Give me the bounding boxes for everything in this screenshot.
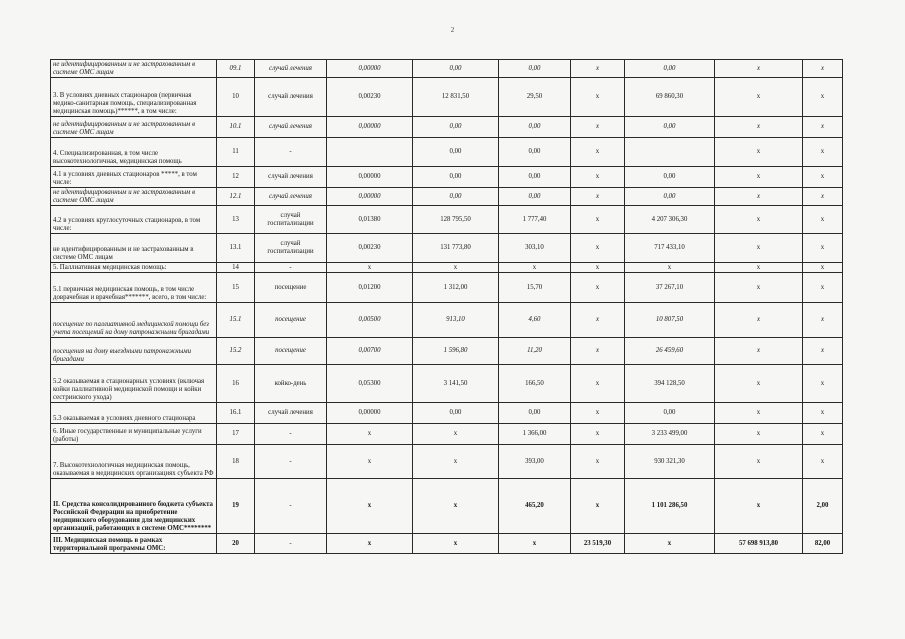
row-number-cell: 15.2: [217, 338, 255, 365]
per-capita-budget-cell: 0,00: [499, 60, 571, 78]
per-capita-oms-cell: x: [571, 424, 625, 445]
total-budget-cell: [625, 138, 715, 167]
total-budget-cell: 69 860,30: [625, 78, 715, 117]
row-name-cell: посещение по паллиативной медицинской помощи без учета посещений на дому патронажными бригадами: [51, 303, 217, 338]
row-name-cell: 5. Паллиативная медицинская помощь:: [51, 263, 217, 273]
row-number-cell: 10: [217, 78, 255, 117]
per-capita-oms-cell: x: [571, 263, 625, 273]
table-row: [51, 424, 843, 445]
percent-cell: x: [803, 138, 843, 167]
volume-per-person-cell: x: [327, 424, 413, 445]
per-capita-budget-cell: 0,00: [499, 188, 571, 206]
cost-per-unit-cell: 3 141,50: [413, 365, 499, 403]
total-oms-cell: x: [715, 117, 803, 138]
volume-per-person-cell: 0,01200: [327, 273, 413, 303]
row-name-cell: не идентифицированным и не застрахованным в системе ОМС лицам: [51, 117, 217, 138]
row-name-cell: 5.3 оказываемая в условиях дневного стационара: [51, 403, 217, 424]
per-capita-budget-cell: 1 366,00: [499, 424, 571, 445]
row-name-cell: 4. Специализированная, в том числе высокотехнологичная, медицинская помощь: [51, 138, 217, 167]
unit-cell: -: [255, 534, 327, 554]
unit-cell: -: [255, 479, 327, 534]
percent-cell: x: [803, 445, 843, 479]
row-name-cell: 4.1 в условиях дневных стационаров *****, в том числе:: [51, 167, 217, 188]
per-capita-budget-cell: x: [499, 263, 571, 273]
per-capita-budget-cell: 29,50: [499, 78, 571, 117]
per-capita-budget-cell: 166,50: [499, 365, 571, 403]
per-capita-oms-cell: x: [571, 138, 625, 167]
per-capita-oms-cell: x: [571, 234, 625, 263]
per-capita-budget-cell: 0,00: [499, 138, 571, 167]
cost-per-unit-cell: x: [413, 263, 499, 273]
table-row: [51, 167, 843, 188]
per-capita-budget-cell: 0,00: [499, 117, 571, 138]
unit-cell: -: [255, 445, 327, 479]
unit-cell: -: [255, 424, 327, 445]
per-capita-oms-cell: x: [571, 188, 625, 206]
row-name-cell: 7. Высокотехнологичная медицинская помощь, оказываемая в медицинских организациях субъекта РФ: [51, 445, 217, 479]
per-capita-budget-cell: 465,20: [499, 479, 571, 534]
total-budget-cell: x: [625, 534, 715, 554]
cost-per-unit-cell: x: [413, 424, 499, 445]
row-number-cell: 16: [217, 365, 255, 403]
per-capita-oms-cell: x: [571, 303, 625, 338]
row-number-cell: 11: [217, 138, 255, 167]
total-oms-cell: x: [715, 445, 803, 479]
per-capita-budget-cell: 0,00: [499, 403, 571, 424]
per-capita-oms-cell: x: [571, 273, 625, 303]
per-capita-oms-cell: x: [571, 445, 625, 479]
total-oms-cell: x: [715, 403, 803, 424]
volume-per-person-cell: 0,00000: [327, 188, 413, 206]
table-row: [51, 479, 843, 534]
unit-cell: случай лечения: [255, 188, 327, 206]
row-name-cell: II. Средства консолидированного бюджета субъекта Российской Федерации на приобретение медицинского оборудования для медицинских организаций, работающих в системе ОМС********: [51, 479, 217, 534]
percent-cell: x: [803, 60, 843, 78]
unit-cell: случай лечения: [255, 403, 327, 424]
table-row: [51, 534, 843, 554]
total-oms-cell: x: [715, 303, 803, 338]
per-capita-oms-cell: 23 519,30: [571, 534, 625, 554]
total-budget-cell: 394 128,50: [625, 365, 715, 403]
total-oms-cell: x: [715, 338, 803, 365]
volume-per-person-cell: x: [327, 263, 413, 273]
table-row: [51, 273, 843, 303]
volume-per-person-cell: 0,00000: [327, 60, 413, 78]
total-budget-cell: 10 807,50: [625, 303, 715, 338]
per-capita-budget-cell: 11,20: [499, 338, 571, 365]
per-capita-oms-cell: x: [571, 365, 625, 403]
table-row: [51, 206, 843, 234]
total-oms-cell: x: [715, 206, 803, 234]
per-capita-oms-cell: x: [571, 206, 625, 234]
per-capita-oms-cell: x: [571, 338, 625, 365]
total-budget-cell: 1 101 286,50: [625, 479, 715, 534]
volume-per-person-cell: 0,00500: [327, 303, 413, 338]
total-budget-cell: 930 321,30: [625, 445, 715, 479]
per-capita-budget-cell: 4,60: [499, 303, 571, 338]
per-capita-budget-cell: x: [499, 534, 571, 554]
table-row: [51, 117, 843, 138]
cost-per-unit-cell: 0,00: [413, 167, 499, 188]
row-name-cell: 4.2 в условиях круглосуточных стационаров, в том числе:: [51, 206, 217, 234]
per-capita-budget-cell: 393,00: [499, 445, 571, 479]
total-budget-cell: 0,00: [625, 167, 715, 188]
cost-per-unit-cell: 1 596,80: [413, 338, 499, 365]
volume-per-person-cell: 0,00700: [327, 338, 413, 365]
total-budget-cell: 0,00: [625, 403, 715, 424]
financing-table: [50, 59, 843, 554]
row-number-cell: 17: [217, 424, 255, 445]
table-row: [51, 234, 843, 263]
total-oms-cell: 57 698 913,80: [715, 534, 803, 554]
total-budget-cell: 26 459,60: [625, 338, 715, 365]
unit-cell: посещение: [255, 338, 327, 365]
percent-cell: x: [803, 167, 843, 188]
percent-cell: x: [803, 117, 843, 138]
total-oms-cell: x: [715, 479, 803, 534]
volume-per-person-cell: x: [327, 479, 413, 534]
row-name-cell: 3. В условиях дневных стационаров (первичная медико-санитарная помощь, специализированная медицинская помощь)******, в том числе:: [51, 78, 217, 117]
per-capita-oms-cell: x: [571, 403, 625, 424]
volume-per-person-cell: x: [327, 534, 413, 554]
row-number-cell: 12.1: [217, 188, 255, 206]
per-capita-budget-cell: 0,00: [499, 167, 571, 188]
volume-per-person-cell: 0,01380: [327, 206, 413, 234]
percent-cell: x: [803, 273, 843, 303]
cost-per-unit-cell: 12 831,50: [413, 78, 499, 117]
unit-cell: случай лечения: [255, 78, 327, 117]
row-number-cell: 16.1: [217, 403, 255, 424]
per-capita-oms-cell: x: [571, 60, 625, 78]
table-row: [51, 188, 843, 206]
total-oms-cell: x: [715, 138, 803, 167]
volume-per-person-cell: x: [327, 445, 413, 479]
unit-cell: случай госпитализации: [255, 206, 327, 234]
table-row: [51, 60, 843, 78]
percent-cell: x: [803, 206, 843, 234]
volume-per-person-cell: 0,00000: [327, 117, 413, 138]
table-row: [51, 445, 843, 479]
volume-per-person-cell: 0,00000: [327, 403, 413, 424]
table-row: [51, 403, 843, 424]
total-budget-cell: x: [625, 263, 715, 273]
volume-per-person-cell: 0,00230: [327, 234, 413, 263]
volume-per-person-cell: 0,05300: [327, 365, 413, 403]
row-name-cell: 5.2 оказываемая в стационарных условиях (включая койки паллиативной медицинской помощи и койки сестринского ухода): [51, 365, 217, 403]
table-row: [51, 303, 843, 338]
total-budget-cell: 3 233 499,00: [625, 424, 715, 445]
cost-per-unit-cell: 0,00: [413, 403, 499, 424]
row-number-cell: 15.1: [217, 303, 255, 338]
cost-per-unit-cell: 913,10: [413, 303, 499, 338]
table-body: [51, 60, 843, 554]
percent-cell: x: [803, 234, 843, 263]
total-oms-cell: x: [715, 365, 803, 403]
row-number-cell: 13: [217, 206, 255, 234]
cost-per-unit-cell: 131 773,80: [413, 234, 499, 263]
total-oms-cell: x: [715, 60, 803, 78]
cost-per-unit-cell: 1 312,00: [413, 273, 499, 303]
total-budget-cell: 0,00: [625, 188, 715, 206]
row-name-cell: посещения на дому выездными патронажными бригадами: [51, 338, 217, 365]
percent-cell: x: [803, 365, 843, 403]
percent-cell: x: [803, 424, 843, 445]
total-budget-cell: 4 207 306,30: [625, 206, 715, 234]
row-number-cell: 10.1: [217, 117, 255, 138]
percent-cell: x: [803, 303, 843, 338]
cost-per-unit-cell: 128 795,50: [413, 206, 499, 234]
row-name-cell: III. Медицинская помощь в рамках территориальной программы ОМС:: [51, 534, 217, 554]
row-number-cell: 15: [217, 273, 255, 303]
total-budget-cell: 717 433,10: [625, 234, 715, 263]
cost-per-unit-cell: 0,00: [413, 117, 499, 138]
percent-cell: x: [803, 338, 843, 365]
page-number: 2: [450, 26, 455, 34]
unit-cell: случай лечения: [255, 60, 327, 78]
cost-per-unit-cell: 0,00: [413, 60, 499, 78]
per-capita-budget-cell: 1 777,40: [499, 206, 571, 234]
total-oms-cell: x: [715, 78, 803, 117]
total-budget-cell: 0,00: [625, 117, 715, 138]
volume-per-person-cell: 0,00000: [327, 167, 413, 188]
cost-per-unit-cell: 0,00: [413, 188, 499, 206]
per-capita-oms-cell: x: [571, 117, 625, 138]
row-name-cell: 6. Иные государственные и муниципальные услуги (работы): [51, 424, 217, 445]
total-budget-cell: 37 267,10: [625, 273, 715, 303]
table-row: [51, 138, 843, 167]
row-name-cell: не идентифицированным и не застрахованным в системе ОМС лицам: [51, 234, 217, 263]
cost-per-unit-cell: x: [413, 479, 499, 534]
unit-cell: -: [255, 263, 327, 273]
per-capita-budget-cell: 303,10: [499, 234, 571, 263]
volume-per-person-cell: 0,00230: [327, 78, 413, 117]
cost-per-unit-cell: x: [413, 534, 499, 554]
total-oms-cell: x: [715, 424, 803, 445]
total-oms-cell: x: [715, 263, 803, 273]
percent-cell: x: [803, 403, 843, 424]
percent-cell: x: [803, 188, 843, 206]
total-oms-cell: x: [715, 167, 803, 188]
row-number-cell: 12: [217, 167, 255, 188]
unit-cell: случай лечения: [255, 167, 327, 188]
percent-cell: 2,00: [803, 479, 843, 534]
row-number-cell: 14: [217, 263, 255, 273]
table-row: [51, 263, 843, 273]
total-oms-cell: x: [715, 188, 803, 206]
table-row: [51, 78, 843, 117]
row-number-cell: 19: [217, 479, 255, 534]
row-name-cell: не идентифицированным и не застрахованным в системе ОМС лицам: [51, 188, 217, 206]
unit-cell: -: [255, 138, 327, 167]
table-row: [51, 365, 843, 403]
per-capita-budget-cell: 15,70: [499, 273, 571, 303]
total-oms-cell: x: [715, 273, 803, 303]
per-capita-oms-cell: x: [571, 78, 625, 117]
row-name-cell: не идентифицированным и не застрахованным в системе ОМС лицам: [51, 60, 217, 78]
row-number-cell: 18: [217, 445, 255, 479]
unit-cell: койко-день: [255, 365, 327, 403]
total-oms-cell: x: [715, 234, 803, 263]
volume-per-person-cell: [327, 138, 413, 167]
total-budget-cell: 0,00: [625, 60, 715, 78]
percent-cell: x: [803, 78, 843, 117]
row-number-cell: 20: [217, 534, 255, 554]
row-number-cell: 13.1: [217, 234, 255, 263]
unit-cell: случай госпитализации: [255, 234, 327, 263]
per-capita-oms-cell: x: [571, 167, 625, 188]
unit-cell: посещение: [255, 303, 327, 338]
unit-cell: посещение: [255, 273, 327, 303]
row-name-cell: 5.1 первичная медицинская помощь, в том числе доврачебная и врачебная*******, всего, в том числе:: [51, 273, 217, 303]
unit-cell: случай лечения: [255, 117, 327, 138]
cost-per-unit-cell: 0,00: [413, 138, 499, 167]
percent-cell: x: [803, 263, 843, 273]
row-number-cell: 09.1: [217, 60, 255, 78]
table-row: [51, 338, 843, 365]
percent-cell: 82,00: [803, 534, 843, 554]
per-capita-oms-cell: x: [571, 479, 625, 534]
cost-per-unit-cell: x: [413, 445, 499, 479]
